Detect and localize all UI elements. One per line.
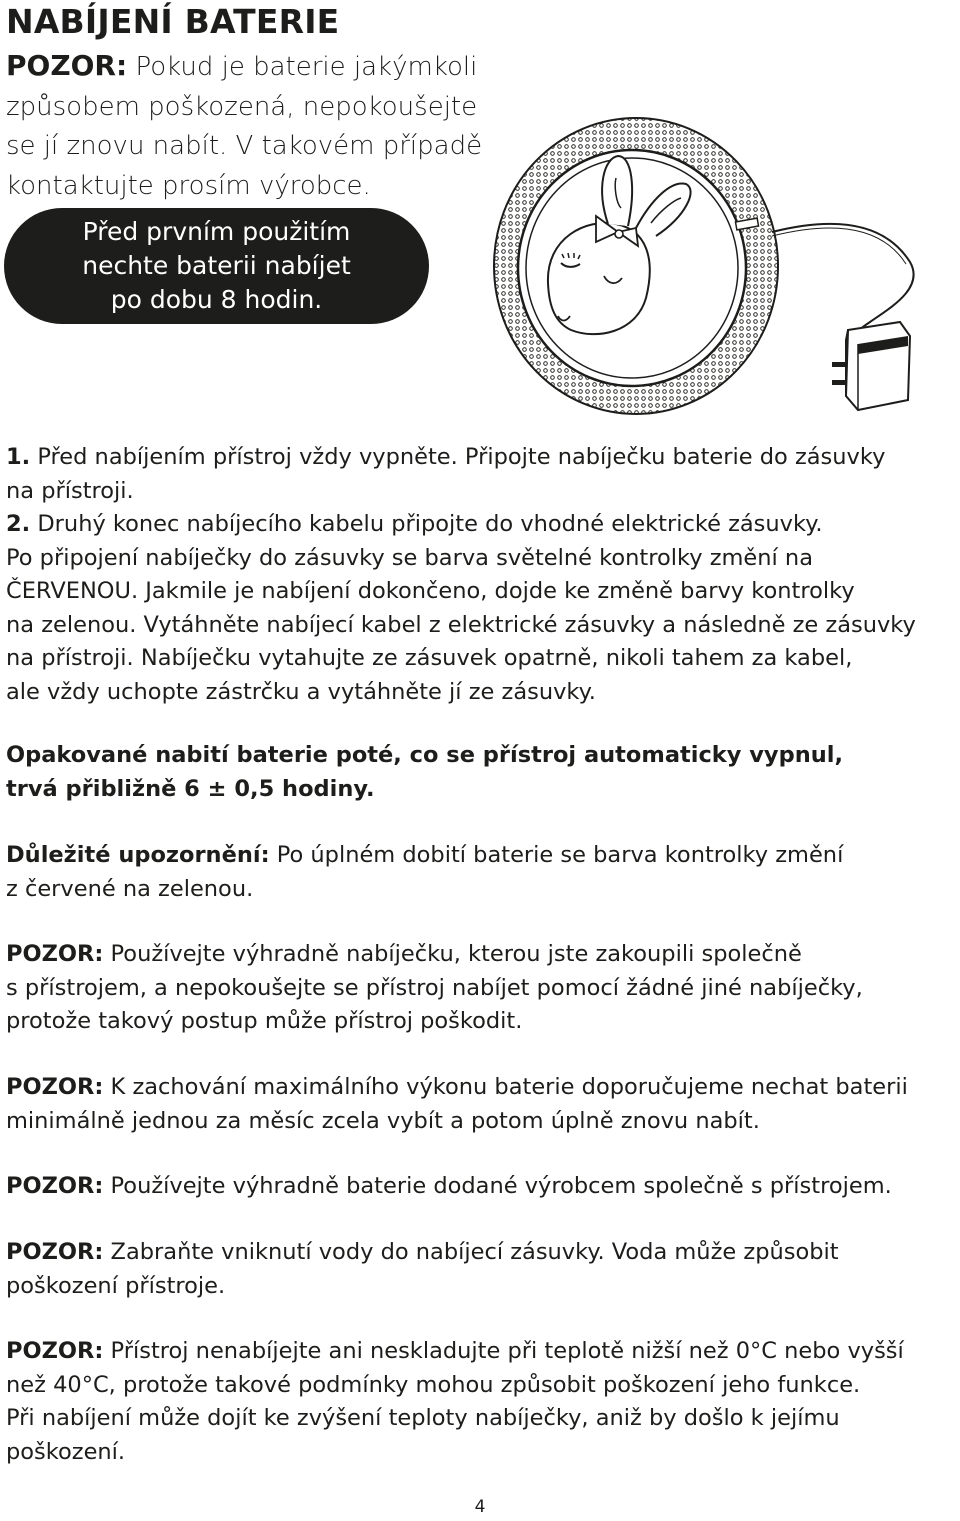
step-text: Před nabíjením přístroj vždy vypněte. Připojte nabíječku baterie do zásuvky — [30, 444, 886, 470]
step-text: na přístroji. Nabíječku vytahujte ze zásuvek opatrně, nikoli tahem za kabel, — [6, 645, 853, 671]
step-text: ale vždy uchopte zástrčku a vytáhněte jí ze zásuvky. — [6, 678, 596, 705]
warning-label: POZOR: — [6, 1239, 104, 1265]
intro-warning — [6, 46, 496, 206]
step-text: ČERVENOU. Jakmile je nabíjení dokončeno, dojde ke změně barvy kontrolky — [6, 578, 855, 604]
warning-text: K zachování maximálního výkonu baterie doporučujeme nechat baterii — [103, 1074, 908, 1100]
warning-text: Přístroj nenabíjejte ani neskladujte při teplotě nižší než 0°C nebo vyšší — [103, 1338, 904, 1364]
warning-3 — [6, 1170, 956, 1204]
warning-label: POZOR: — [6, 1074, 104, 1100]
warning-4 — [6, 1236, 956, 1303]
warning-text: poškození. — [6, 1438, 126, 1465]
warning-text: způsobem poškozená, nepokoušejte — [6, 91, 478, 122]
note-label: Důležité upozornění: — [6, 842, 270, 868]
page-number: 4 — [474, 1497, 486, 1517]
warning-5 — [6, 1335, 956, 1469]
recharge-note — [6, 739, 956, 806]
warning-text: Při nabíjení může dojít ke zvýšení teploty nabíječky, aniž by došlo k jejímu — [6, 1405, 840, 1431]
step-number: 1. — [6, 444, 31, 470]
note-line: z červené na zelenou. — [6, 875, 254, 902]
device-illustration — [486, 108, 786, 418]
important-note — [6, 839, 956, 906]
warning-2 — [6, 1071, 956, 1138]
step-text: Po připojení nabíječky do zásuvky se barva světelné kontrolky změní na — [6, 544, 813, 571]
warning-text: s přístrojem, a nepokoušejte se přístroj nabíjet pomocí žádné jiné nabíječky, — [6, 974, 863, 1001]
warning-label: POZOR: — [6, 941, 104, 967]
callout-line: po dobu 8 hodin. — [110, 285, 323, 314]
step-number: 2. — [6, 511, 31, 537]
warning-text: Pokud je baterie jakýmkoli — [127, 52, 478, 82]
warning-label: POZOR: — [6, 1173, 104, 1199]
warning-text: Zabraňte vniknutí vody do nabíjecí zásuvky. Voda může způsobit — [103, 1239, 839, 1265]
warning-text: protože takový postup může přístroj poškodit. — [6, 1008, 523, 1034]
warning-1 — [6, 938, 956, 1039]
warning-text: se jí znovu nabít. V takovém případě — [6, 131, 483, 161]
warning-text: minimálně jednou za měsíc zcela vybít a potom úplně znovu nabít. — [6, 1107, 760, 1134]
charging-steps — [6, 441, 956, 709]
step-text: na přístroji. — [6, 477, 134, 504]
warning-text: Používejte výhradně baterie dodané výrobcem společně s přístrojem. — [103, 1173, 892, 1199]
callout-line: Před prvním použitím — [82, 217, 351, 246]
step-text: Druhý konec nabíjecího kabelu připojte do vhodné elektrické zásuvky. — [30, 511, 823, 537]
step-text: na zelenou. Vytáhněte nabíjecí kabel z elektrické zásuvky a následně ze zásuvky — [6, 611, 916, 638]
note-line: Opakované nabití baterie poté, co se přístroj automaticky vypnul, — [6, 742, 844, 768]
note-line: Po úplném dobití baterie se barva kontrolky změní — [269, 842, 844, 868]
warning-text: než 40°C, protože takové podmínky mohou způsobit poškození jeho funkce. — [6, 1371, 861, 1398]
note-line: trvá přibližně 6 ± 0,5 hodiny. — [6, 775, 375, 802]
warning-label: POZOR: — [6, 1338, 104, 1364]
charger-illustration — [760, 190, 940, 430]
page-title: NABÍJENÍ BATERIE — [6, 2, 340, 41]
warning-label: POZOR: — [6, 49, 128, 82]
warning-text: kontaktujte prosím výrobce. — [6, 170, 371, 201]
callout-line: nechte baterii nabíjet — [82, 251, 351, 280]
first-use-callout — [4, 208, 429, 324]
warning-text: poškození přístroje. — [6, 1272, 226, 1299]
warning-text: Používejte výhradně nabíječku, kterou jste zakoupili společně — [103, 941, 802, 967]
